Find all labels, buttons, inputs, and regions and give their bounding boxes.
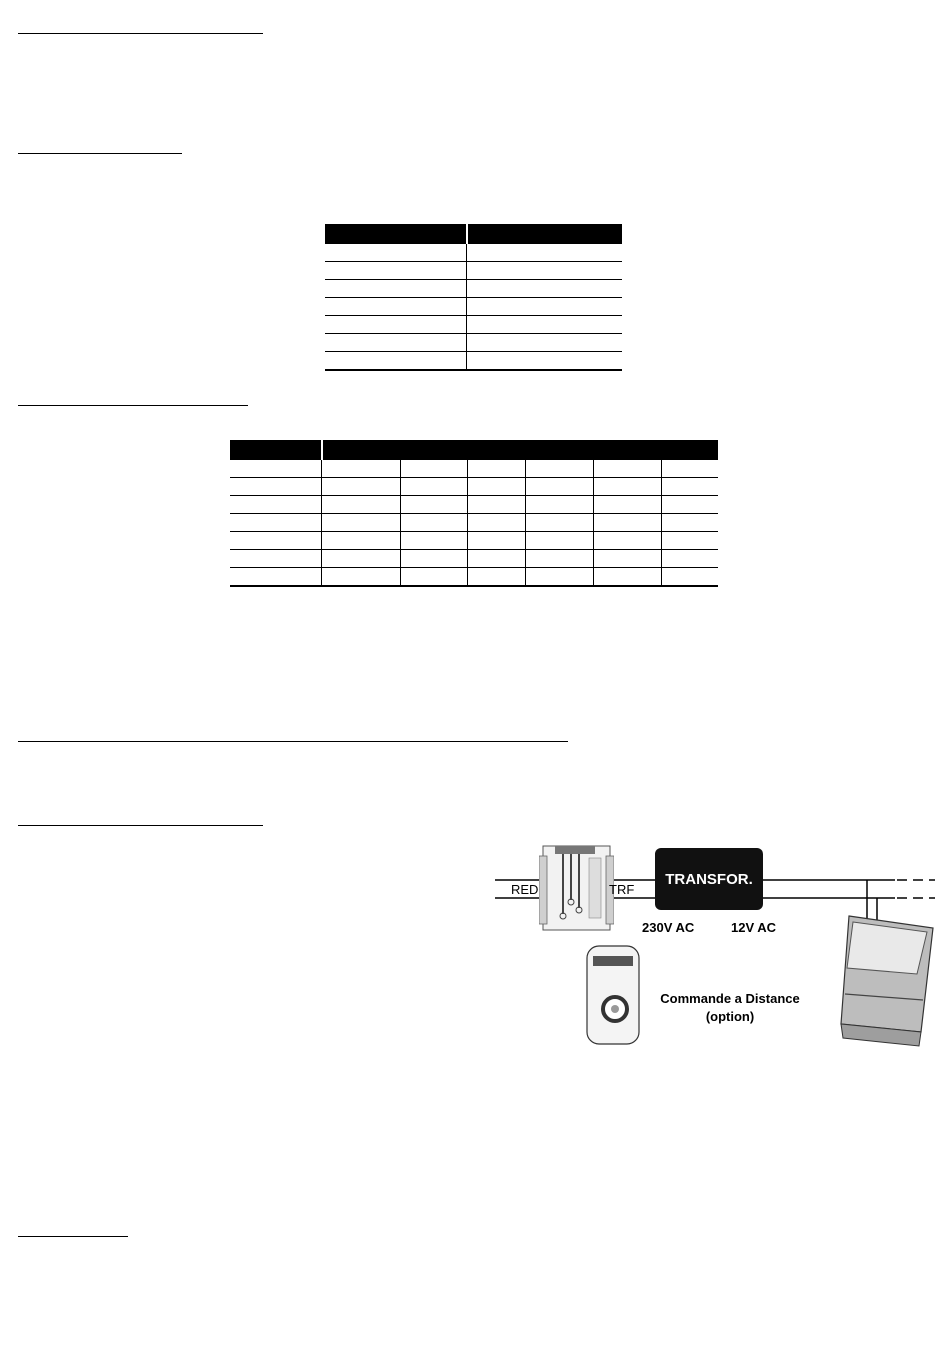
label-red: RED: [511, 882, 539, 897]
pool-light-icon: [835, 914, 935, 1050]
section-heading-rule-3: [18, 405, 248, 406]
table-row: [230, 568, 718, 587]
table-1: [325, 224, 622, 371]
remote-control-icon: [585, 944, 641, 1046]
table-row: [325, 262, 622, 280]
table-row: [325, 244, 622, 262]
section-heading-rule-2: [18, 153, 182, 154]
remote-note-line-1: Commande a Distance: [660, 991, 800, 1006]
table-2: [230, 440, 718, 587]
label-trf: TRF: [609, 882, 635, 897]
table-header: [325, 224, 622, 244]
table-row: [230, 460, 718, 478]
controller-unit-icon: [539, 842, 614, 934]
table-row: [325, 316, 622, 334]
table-row: [325, 352, 622, 371]
section-heading-rule-6: [18, 1236, 128, 1237]
table-row: [325, 280, 622, 298]
table-row: [230, 496, 718, 514]
section-heading-rule-5: [18, 825, 263, 826]
table-row: [230, 478, 718, 496]
remote-note-line-2: (option): [705, 1009, 755, 1024]
table-row: [325, 334, 622, 352]
section-heading-rule-4: [18, 741, 568, 742]
voltage-in-label: 230V AC: [642, 920, 695, 935]
table-row: [230, 532, 718, 550]
remote-note: [635, 990, 825, 1026]
wiring-diagram: [495, 840, 935, 1055]
voltage-out-label: 12V AC: [731, 920, 777, 935]
section-heading-rule-1: [18, 33, 263, 34]
table-row: [230, 550, 718, 568]
table-row: [230, 514, 718, 532]
table-row: [325, 298, 622, 316]
table-header: [230, 440, 718, 460]
transformer-box: [655, 848, 763, 910]
transformer-label: TRANSFOR.: [665, 870, 753, 888]
